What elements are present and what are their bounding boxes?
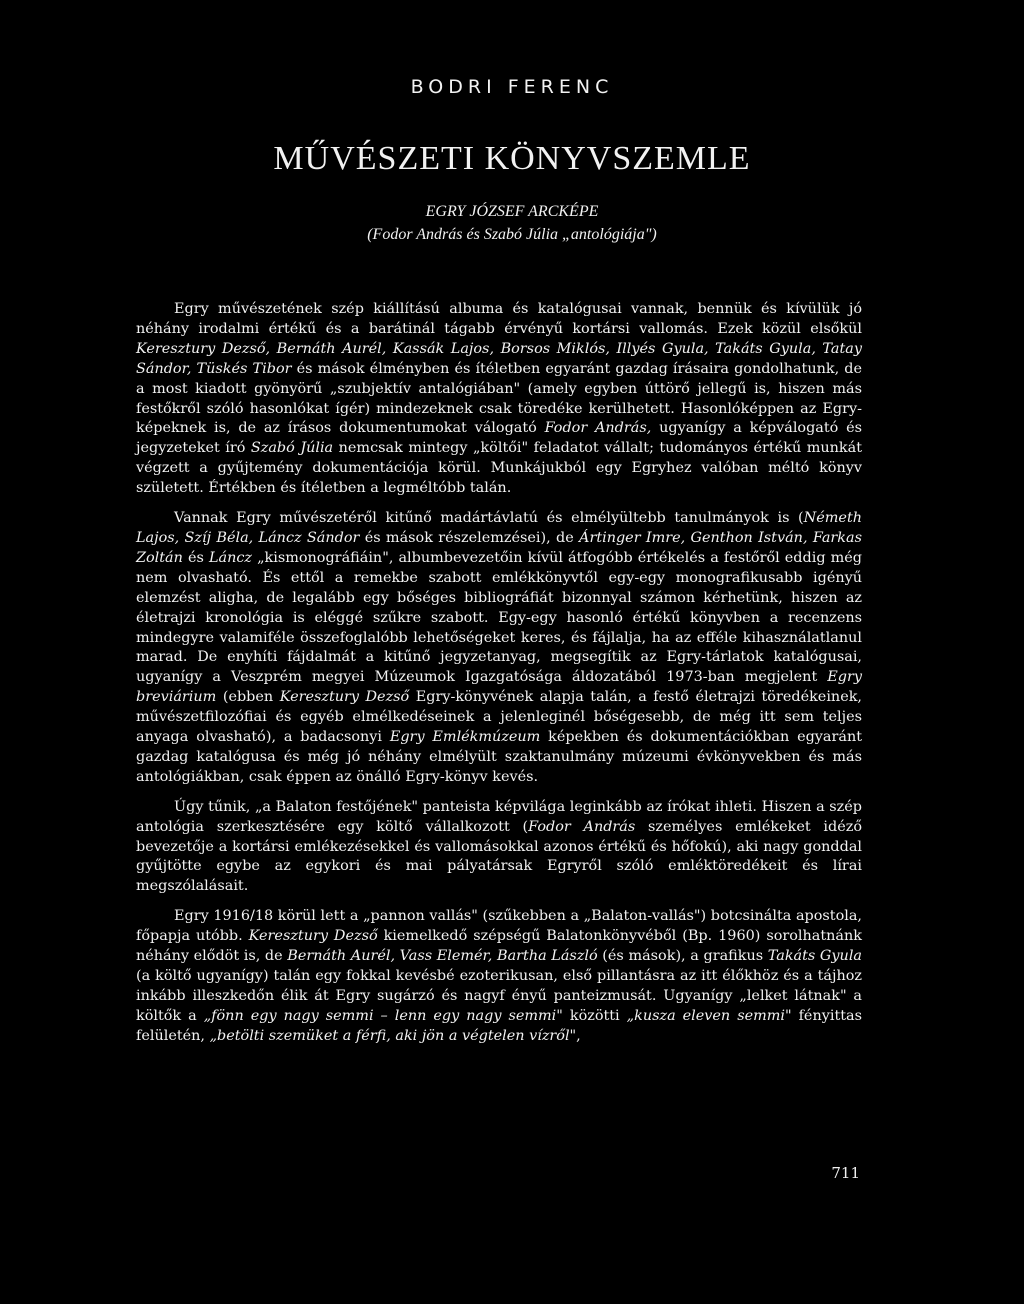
text-run: és mások részelemzései), de — [359, 529, 580, 546]
italic-run: Szabó Júlia — [250, 440, 334, 457]
text-run: közötti — [562, 1007, 627, 1024]
paragraph-3 — [136, 798, 862, 898]
italic-run: Ártinger Imre, Genthon István, Farkas Zoltán — [136, 529, 862, 566]
text-run: , — [576, 1027, 581, 1044]
italic-run: Egry Emlékmúzeum — [389, 729, 541, 746]
text-run: kiemelkedő szépségű Balatonkönyvéből (Bp. 1960) sorolhatnánk néhány elődöt is, de — [136, 928, 862, 965]
italic-run: Takáts Gyula — [767, 948, 863, 965]
text-run: ugyanígy a képválogató és jegyzeteket író — [136, 420, 863, 457]
paragraph-1 — [136, 300, 862, 499]
text-run: Egry-könyvének alapja talán, a festő életrajzi töredékeinek, művészetfilozófiai és egyéb elmélkedéseinek a jelenleginél bőségesebb, de még itt sem teljes anyaga olvasható), a badacsonyi — [136, 689, 863, 746]
italic-run: Bernáth Aurél, Vass Elemér, Bartha László — [287, 948, 598, 965]
paragraph-4 — [136, 907, 862, 1046]
text-run: (ebben — [216, 689, 280, 706]
italic-run: Fodor András — [528, 818, 636, 835]
text-run: Vannak Egry művészetéről kitűnő madártávlatú és elmélyültebb tanulmányok is ( — [174, 510, 804, 527]
page-number: 711 — [831, 1164, 860, 1182]
text-run: Egry művészetének szép kiállítású albuma és katalógusai vannak, bennük és kívülük jó néhány irodalmi értékű és a barátinál tágabb érvényű kortársi vallomás. Ezek közül elsőkül — [136, 301, 862, 337]
italic-run: Egry breviárium — [136, 669, 862, 706]
section-title: MŰVÉSZETI KÖNYVSZEMLE — [273, 140, 751, 177]
italic-run: Láncz — [208, 549, 252, 566]
italic-run: „kusza eleven semmi" — [626, 1007, 792, 1024]
subtitle-title: EGRY JÓZSEF ARCKÉPE — [425, 203, 599, 220]
text-run: nemcsak mintegy „költői" feladatot vállalt; tudományos értékű munkát végzett a gyűjtemény dokumentációja körül. Munkájukból egy Egryhez valóban méltó könyv született. Értékben és ítéletben a legméltóbb talán. — [136, 440, 862, 497]
italic-run: Fodor András, — [544, 420, 652, 437]
italic-run: Keresztury Dezső — [248, 928, 378, 945]
text-run: Egry 1916/18 körül lett a „pannon vallás" (szűkebben a „Balaton-vallás") botcsinálta apostola, főpapja utóbb. — [136, 908, 862, 945]
italic-run: Keresztury Dezső — [279, 689, 410, 706]
italic-run: Németh Lajos, Szíj Béla, Láncz Sándor — [136, 510, 862, 546]
article-body — [136, 300, 862, 1047]
text-run: „kismonográfiáin", albumbevezetőin kívül átfogóbb értékelés a festőről eddig még nem olvasható. És ettől a remekbe szabott emlékkönyvtől egy-egy monografikusabb igényű elemzést aligha, de legalább egy bőséges bibliográfiát bizonnyal számon kérhetünk, hiszen az életrajzi kronológia is eléggé szűkre szabott. Egy-egy hasonló értékű könyvben a recenzens mindegyre valamiféle összefoglalóbb lehetőségeket keres, és fájlalja, ha az efféle kihasználatlanul marad. De enyhíti fájdalmát a kitűnő jegyzetanyag, megsegítik az Egry-tárlatok katalógusai, ugyanígy a Veszprém megyei Múzeumok Igazgatósága áldozatából 1973-ban megjelent — [136, 549, 862, 686]
subtitle-editors: (Fodor András és Szabó Júlia „antológiája") — [367, 226, 657, 243]
article-subtitle — [0, 200, 1024, 246]
text-run: fényittas felületén, — [136, 1007, 862, 1044]
text-run: (a költő ugyanígy) talán egy fokkal kevésbé ezoterikusan, első pillantásra az itt élőkhöz és a tájhoz inkább illeszkedőn élik át Egry sugárzó és nagyf ényű panteizmusát. Ugyanígy „lelket látnak" a költők a — [136, 968, 862, 1024]
text-run: Úgy tűnik, „a Balaton festőjének" panteista képvilága leginkább az írókat ihleti. Hiszen a szép antológia szerkesztésére egy költő vállalkozott ( — [136, 798, 862, 835]
author-name: BODRI FERENC — [410, 76, 614, 98]
text-run: (és mások), a grafikus — [597, 948, 768, 965]
text-run: személyes emlékeket idéző bevezetője a kortársi emlékezésekkel és vallomásokkal azonos értékű és hőfokú), aki nagy gonddal gyűjtötte egybe az egykori és mai pályatársak Egryről szóló emléktöredékeit és lírai megszólalásait. — [136, 818, 862, 895]
text-run: képekben és dokumentációkban egyaránt gazdag katalógusa és még jó néhány elmélyült szaktanulmány múzeumi évkönyvekben és más antológiákban, csak éppen az önálló Egry-könyv kevés. — [136, 729, 863, 785]
italic-run: „betölti szemüket a férfi, aki jön a végtelen vízről" — [209, 1027, 577, 1044]
text-run: és mások élményben és ítéletben egyaránt gazdag írásaira gondolhatunk, de a most kiadott gyönyörű „szubjektív antalógiában" (amely egyben úttörő jellegű is, hiszen más festőkről szóló hasonlókat ígér) mindezeknek csak töredéke kerülhetett. Hasonlóképpen az Egry-képeknek is, de az írásos dokumentumokat válogató — [136, 360, 862, 437]
italic-run: „fönn egy nagy semmi – lenn egy nagy semmi" — [203, 1007, 563, 1024]
italic-run: Keresztury Dezső, Bernáth Aurél, Kassák Lajos, Borsos Miklós, Illyés Gyula, Takáts Gyula, Tatay Sándor, Tüskés Tibor — [136, 340, 862, 377]
text-run: és — [182, 549, 209, 566]
paragraph-2 — [136, 509, 862, 788]
